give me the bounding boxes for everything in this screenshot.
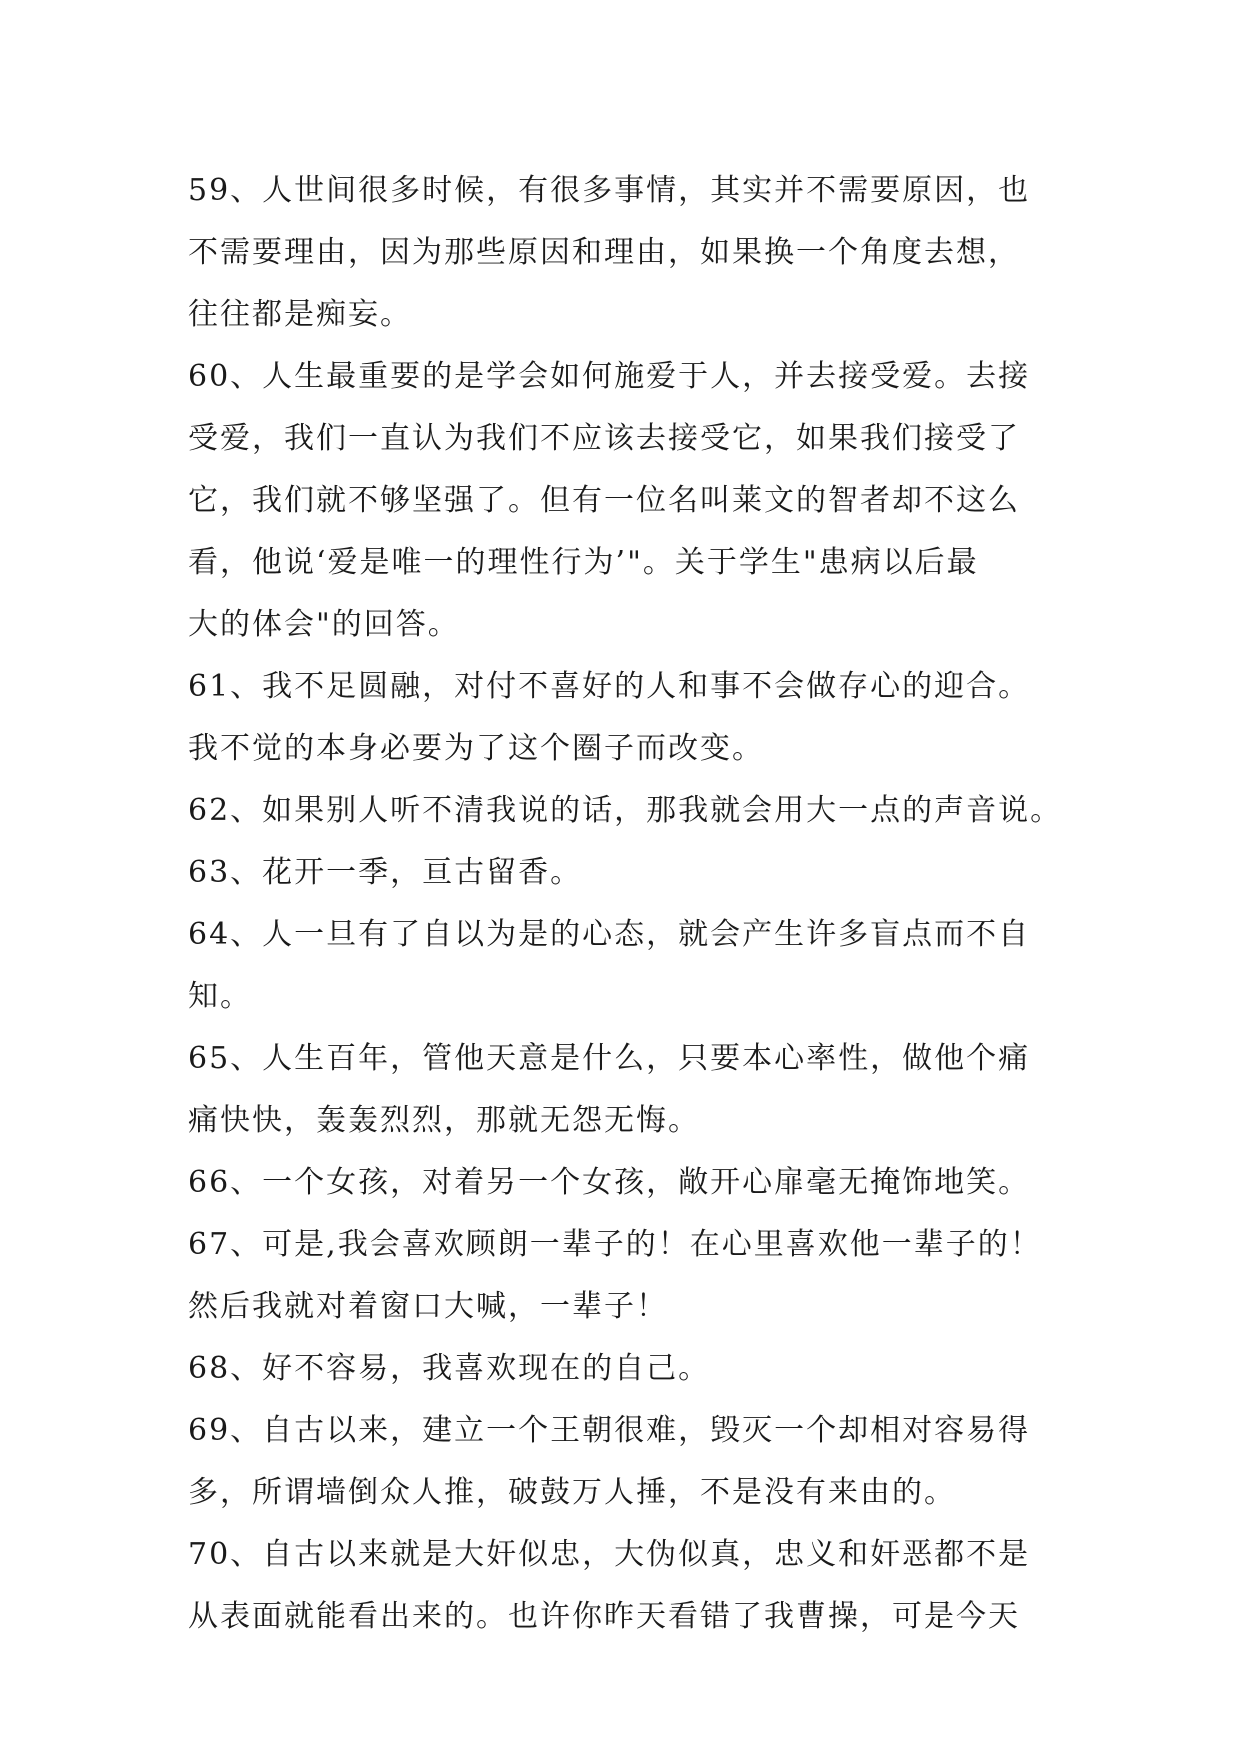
text-line: 61、我不足圆融，对付不喜好的人和事不会做存心的迎合。: [188, 669, 1031, 704]
text-line: 多，所谓墙倒众人推，破鼓万人捶，不是没有来由的。: [188, 1475, 956, 1510]
text-line: 66、一个女孩，对着另一个女孩，敞开心扉毫无掩饰地笑。: [188, 1165, 1031, 1200]
text-line: 68、好不容易，我喜欢现在的自己。: [188, 1351, 711, 1386]
text-line: 69、自古以来，建立一个王朝很难，毁灭一个却相对容易得: [188, 1413, 1031, 1448]
text-line: 受爱，我们一直认为我们不应该去接受它，如果我们接受了: [188, 421, 1020, 456]
text-line: 59、人世间很多时候，有很多事情，其实并不需要原因，也: [188, 173, 1031, 208]
text-line: 大的体会"的回答。: [188, 607, 460, 642]
text-line: 我不觉的本身必要为了这个圈子而改变。: [188, 731, 764, 766]
text-line: 62、如果别人听不清我说的话，那我就会用大一点的声音说。: [188, 793, 1063, 828]
text-line: 痛快快，轰轰烈烈，那就无怨无悔。: [188, 1103, 700, 1138]
text-line: 63、花开一季，亘古留香。: [188, 855, 583, 890]
text-line: 67、可是,我会喜欢顾朗一辈子的！在心里喜欢他一辈子的！: [188, 1227, 1042, 1262]
text-line: 看，他说‘爱是唯一的理性行为’"。关于学生"患病以后最: [188, 545, 979, 580]
text-line: 往往都是痴妄。: [188, 297, 412, 332]
text-line: 64、人一旦有了自以为是的心态，就会产生许多盲点而不自: [188, 917, 1031, 952]
text-line: 然后我就对着窗口大喊，一辈子！: [188, 1289, 668, 1324]
text-line: 它，我们就不够坚强了。但有一位名叫莱文的智者却不这么: [188, 483, 1020, 518]
document-body: [188, 160, 1088, 1648]
text-line: 60、人生最重要的是学会如何施爱于人，并去接受爱。去接: [188, 359, 1031, 394]
text-line: 70、自古以来就是大奸似忠，大伪似真，忠义和奸恶都不是: [188, 1537, 1031, 1572]
text-line: 65、人生百年，管他天意是什么，只要本心率性，做他个痛: [188, 1041, 1031, 1076]
text-line: 从表面就能看出来的。也许你昨天看错了我曹操，可是今天: [188, 1599, 1020, 1634]
text-line: 不需要理由，因为那些原因和理由，如果换一个角度去想，: [188, 235, 1020, 270]
text-line: 知。: [188, 979, 252, 1014]
